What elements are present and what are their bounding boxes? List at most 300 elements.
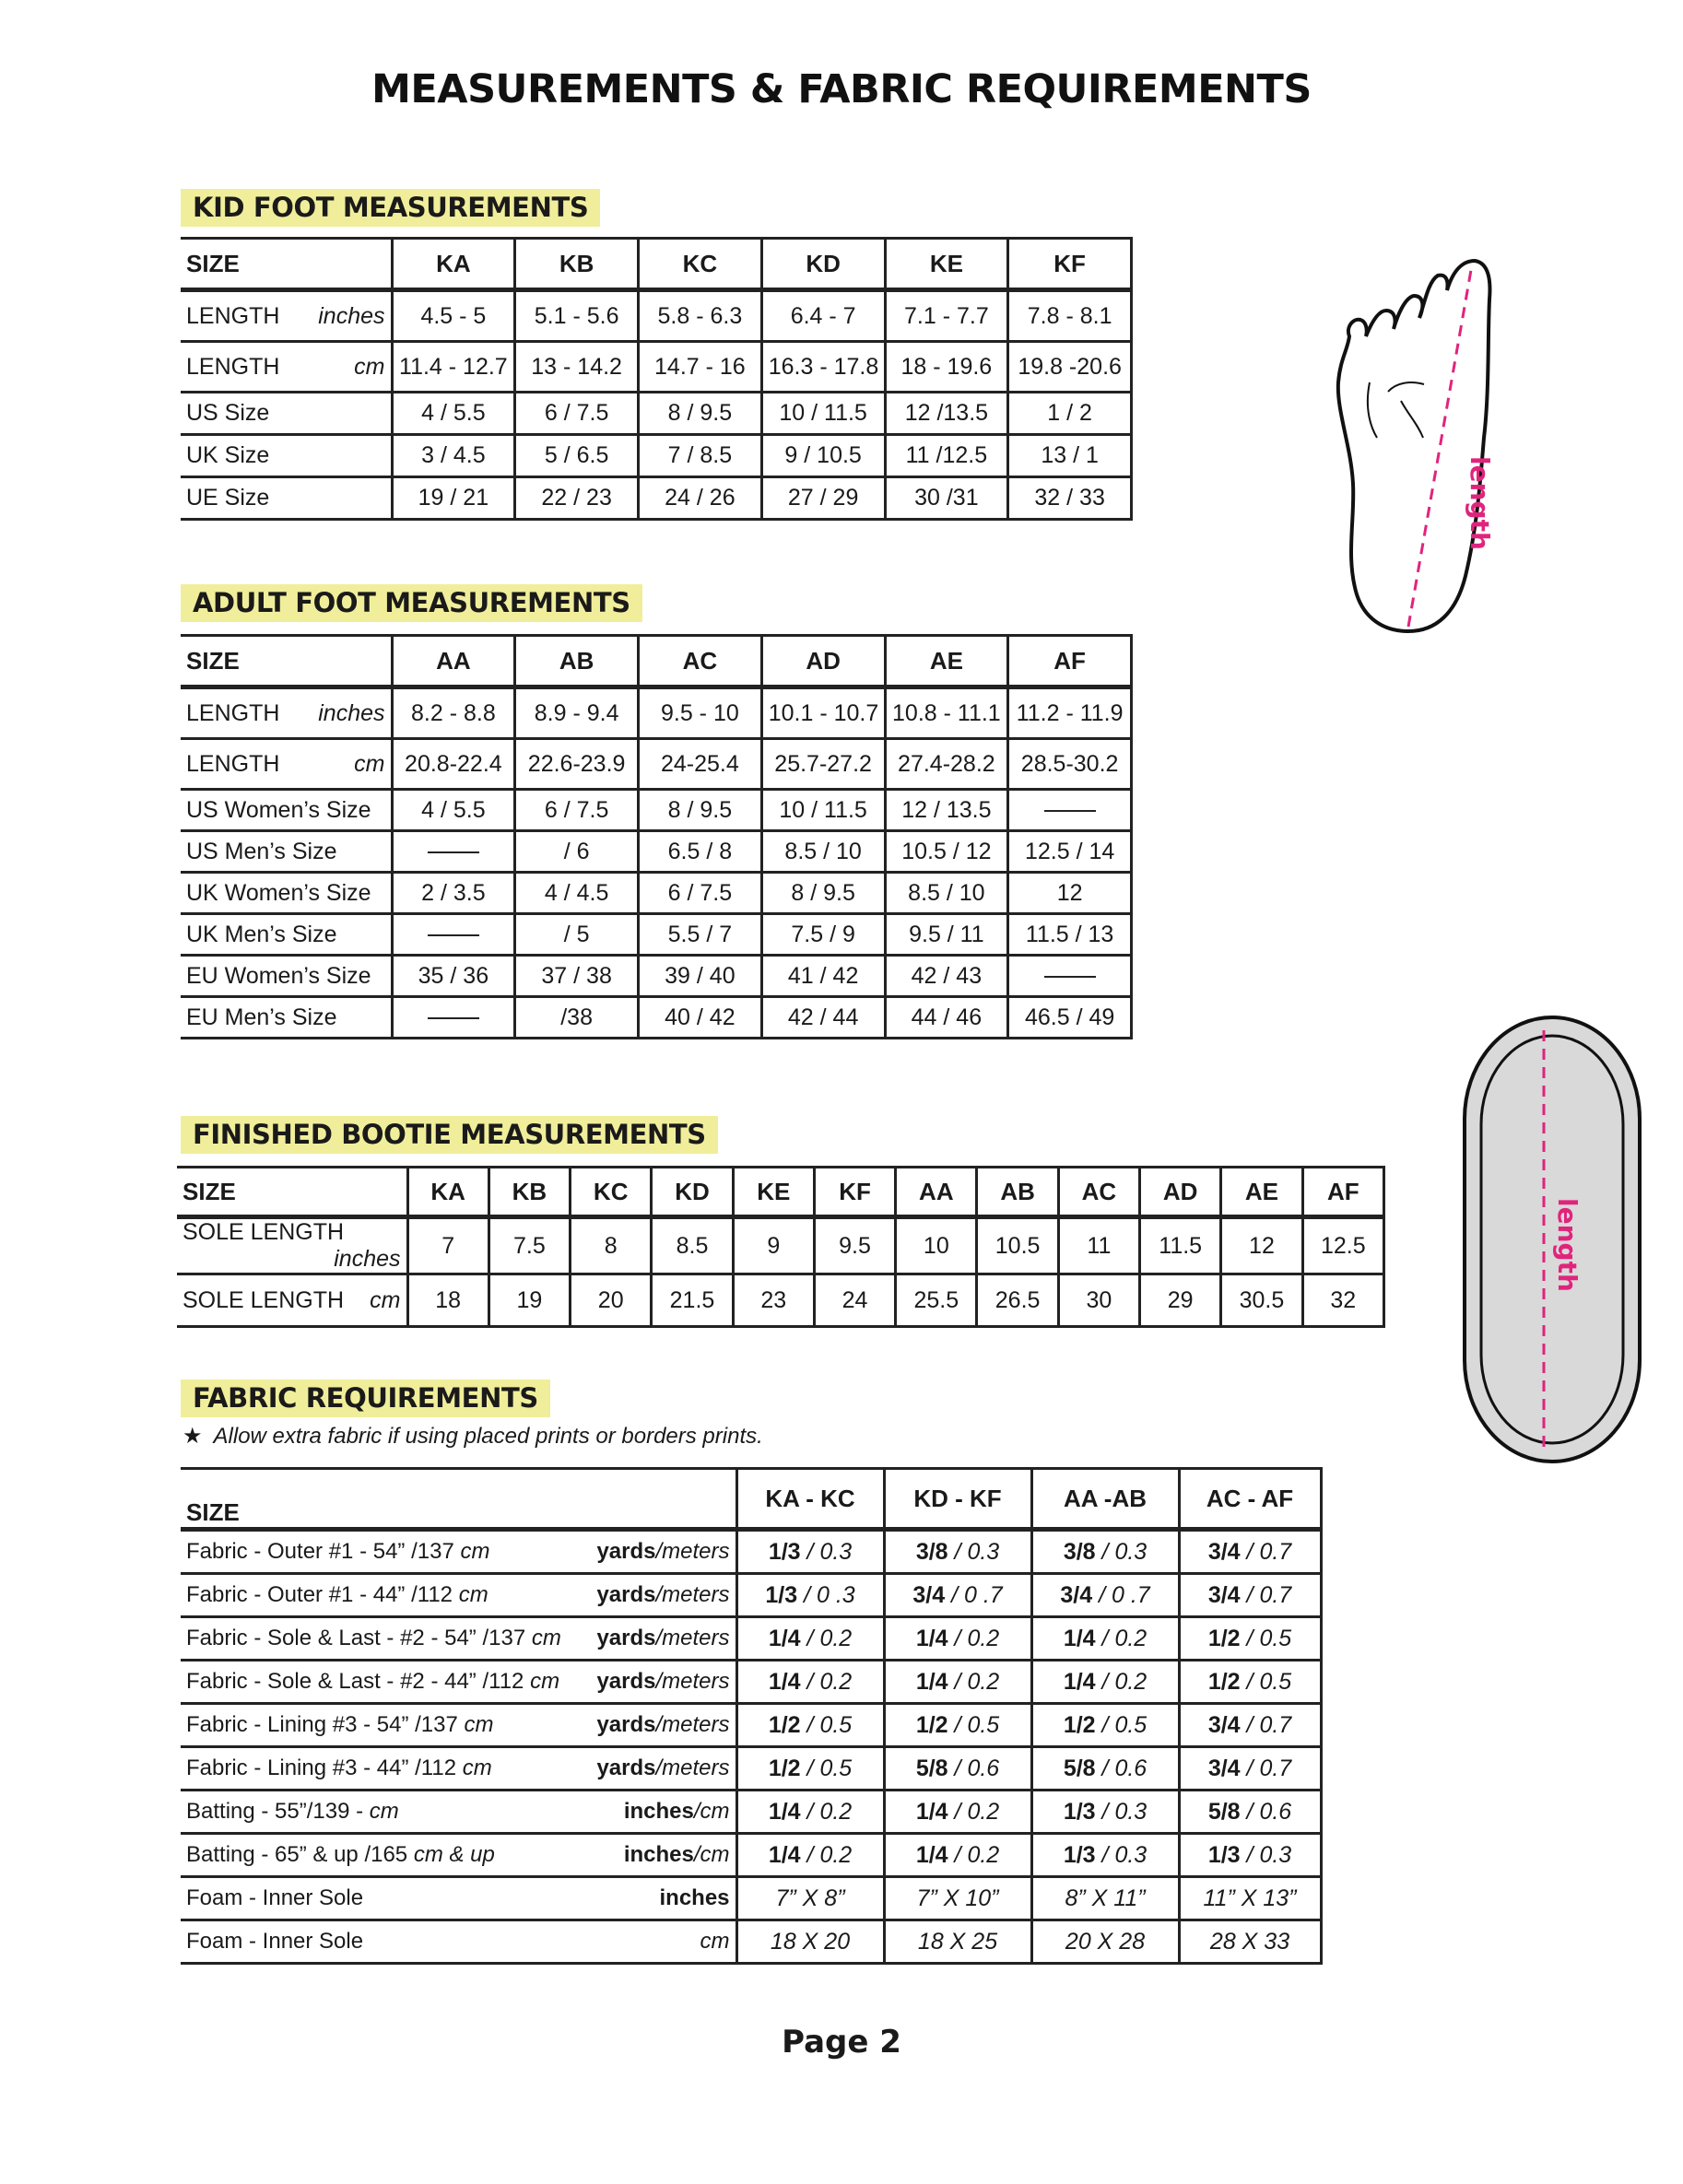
cell-metric: / 0.2 bbox=[954, 1841, 1000, 1868]
cell-fraction: 1/4 bbox=[915, 1668, 948, 1695]
cell-metric: / 0.2 bbox=[806, 1625, 853, 1651]
table-cell bbox=[977, 1274, 1058, 1327]
size-header bbox=[177, 1168, 407, 1217]
row-unit-cell bbox=[586, 1617, 736, 1661]
cell-metric: / 0 .3 bbox=[804, 1581, 855, 1608]
column-header bbox=[977, 1168, 1058, 1217]
dash-mark bbox=[428, 934, 479, 936]
column-header-text: KB bbox=[512, 1177, 547, 1205]
table-cell bbox=[515, 477, 639, 520]
cell-value: 8.5 / 10 bbox=[784, 838, 862, 864]
cell-value: 27 / 29 bbox=[787, 485, 859, 511]
cell-value: 4 / 4.5 bbox=[544, 879, 609, 906]
cell-value: 12 bbox=[1249, 1232, 1275, 1259]
size-header bbox=[181, 1469, 736, 1530]
table-cell bbox=[884, 1877, 1031, 1920]
fabric-note bbox=[182, 1423, 763, 1450]
table-cell bbox=[639, 790, 762, 831]
column-header-text: KE bbox=[757, 1177, 791, 1205]
cell-value: 7 bbox=[441, 1232, 455, 1259]
cell-value: 2 / 3.5 bbox=[421, 879, 486, 906]
row-label: UE Size bbox=[186, 485, 270, 511]
table-cell bbox=[1031, 1834, 1179, 1877]
table-cell bbox=[885, 739, 1008, 790]
column-header-text: KC bbox=[593, 1177, 629, 1205]
row-unit-italic: /meters bbox=[655, 1539, 730, 1564]
cell-value: 7.8 - 8.1 bbox=[1027, 302, 1112, 329]
header-row bbox=[181, 239, 1132, 290]
cell-value: 12.5 bbox=[1320, 1232, 1366, 1259]
table-cell bbox=[1031, 1877, 1179, 1920]
row-label-cell bbox=[181, 290, 392, 342]
cell-value: 21.5 bbox=[669, 1286, 715, 1313]
row-label: LENGTH bbox=[186, 750, 280, 777]
cell-fraction: 1/4 bbox=[768, 1625, 801, 1651]
cell-value: 11.4 - 12.7 bbox=[399, 353, 508, 380]
cell-value: 8 bbox=[604, 1232, 618, 1259]
table-row bbox=[181, 997, 1132, 1039]
table-cell bbox=[885, 914, 1008, 956]
cell-value: 3 / 4.5 bbox=[421, 442, 486, 468]
table-row bbox=[181, 393, 1132, 435]
table-cell bbox=[761, 873, 885, 914]
cell-value: 19.8 -20.6 bbox=[1018, 353, 1122, 380]
star-icon: ★ bbox=[182, 1424, 203, 1449]
cell-value: 24 / 26 bbox=[665, 485, 736, 511]
column-header bbox=[488, 1168, 570, 1217]
adult-measurements-table bbox=[181, 634, 1133, 1039]
cell-value: 30 bbox=[1086, 1286, 1112, 1313]
row-label-cell bbox=[181, 997, 392, 1039]
cell-metric: / 0.6 bbox=[1101, 1755, 1148, 1781]
cell-value: 5.1 - 5.6 bbox=[534, 302, 619, 329]
foot-length-label: length bbox=[1465, 456, 1495, 550]
cell-value: 8 / 9.5 bbox=[667, 400, 733, 426]
fabric-requirements-table bbox=[181, 1467, 1323, 1965]
row-label-cell bbox=[181, 1791, 586, 1834]
column-header bbox=[1008, 239, 1132, 290]
cell-value: / 5 bbox=[563, 921, 590, 947]
page-title: MEASUREMENTS & FABRIC REQUIREMENTS bbox=[371, 66, 1312, 112]
table-cell bbox=[639, 997, 762, 1039]
table-row bbox=[181, 687, 1132, 739]
cell-metric: 7” X 10” bbox=[916, 1885, 999, 1911]
fabric-note-text: Allow extra fabric if using placed prints or borders prints. bbox=[213, 1424, 763, 1449]
table-cell bbox=[736, 1617, 884, 1661]
row-label-cell bbox=[181, 1530, 586, 1574]
row-unit-cell bbox=[586, 1574, 736, 1617]
column-header bbox=[1179, 1469, 1321, 1530]
row-label: Fabric - Sole & Last - #2 - 44” /112 bbox=[186, 1669, 524, 1694]
cell-fraction: 1/2 bbox=[1207, 1625, 1241, 1651]
column-header bbox=[761, 636, 885, 687]
row-label-cell bbox=[181, 831, 392, 873]
table-cell bbox=[1031, 1661, 1179, 1704]
cell-metric: / 0.3 bbox=[806, 1538, 853, 1565]
cell-fraction: 1/4 bbox=[768, 1841, 801, 1868]
column-header bbox=[1302, 1168, 1383, 1217]
cell-fraction: 5/8 bbox=[915, 1755, 948, 1781]
cell-fraction: 1/2 bbox=[768, 1711, 801, 1738]
row-unit-italic: /meters bbox=[655, 1626, 730, 1650]
kid-measurements-table bbox=[181, 237, 1133, 521]
dash-mark bbox=[1044, 810, 1096, 812]
row-label-cell bbox=[181, 790, 392, 831]
cell-value: 1 / 2 bbox=[1047, 400, 1092, 426]
cell-metric: / 0.3 bbox=[954, 1538, 1000, 1565]
cell-value: 5.8 - 6.3 bbox=[657, 302, 743, 329]
row-label: UK Men’s Size bbox=[186, 921, 337, 947]
table-cell bbox=[1179, 1920, 1321, 1964]
cell-fraction: 3/4 bbox=[1207, 1711, 1241, 1738]
cell-value: 13 / 1 bbox=[1041, 442, 1099, 468]
row-label: LENGTH bbox=[186, 699, 280, 726]
row-unit-italic: /meters bbox=[655, 1755, 730, 1780]
cell-metric: / 0.5 bbox=[1101, 1711, 1148, 1738]
table-cell bbox=[652, 1217, 733, 1274]
table-cell bbox=[736, 1574, 884, 1617]
row-label-unit: cm bbox=[369, 1799, 399, 1824]
row-label-cell bbox=[181, 1920, 586, 1964]
table-cell bbox=[392, 997, 515, 1039]
table-cell bbox=[885, 290, 1008, 342]
row-label: EU Women’s Size bbox=[186, 962, 371, 989]
table-cell bbox=[885, 342, 1008, 393]
cell-value: 29 bbox=[1167, 1286, 1194, 1313]
column-header-text: KA - KC bbox=[765, 1484, 855, 1512]
row-label-cell bbox=[181, 687, 392, 739]
cell-value: 4 / 5.5 bbox=[421, 796, 486, 823]
row-label: US Men’s Size bbox=[186, 838, 337, 864]
table-row bbox=[181, 1791, 1321, 1834]
table-cell bbox=[515, 914, 639, 956]
cell-fraction: 1/2 bbox=[915, 1711, 948, 1738]
table-row bbox=[181, 435, 1132, 477]
table-cell bbox=[1008, 393, 1132, 435]
cell-value: 37 / 38 bbox=[541, 962, 612, 989]
row-label: SOLE LENGTH bbox=[182, 1219, 345, 1245]
fabric-heading: FABRIC REQUIREMENTS bbox=[181, 1380, 550, 1417]
cell-value: 9.5 - 10 bbox=[660, 699, 739, 726]
column-header bbox=[407, 1168, 488, 1217]
adult-heading: ADULT FOOT MEASUREMENTS bbox=[181, 584, 642, 622]
column-header bbox=[515, 636, 639, 687]
row-unit: cm bbox=[370, 1286, 401, 1313]
row-unit-bold: yards bbox=[596, 1669, 656, 1694]
row-label: Fabric - Lining #3 - 44” /112 bbox=[186, 1755, 457, 1780]
cell-value: 28.5-30.2 bbox=[1020, 750, 1119, 777]
table-cell bbox=[1031, 1574, 1179, 1617]
table-cell bbox=[884, 1834, 1031, 1877]
cell-metric: / 0.2 bbox=[1101, 1668, 1148, 1695]
row-unit-italic: /cm bbox=[693, 1799, 730, 1824]
cell-value: 10.5 / 12 bbox=[901, 838, 992, 864]
row-label-cell bbox=[181, 1574, 586, 1617]
cell-fraction: 1/4 bbox=[915, 1798, 948, 1825]
cell-value: 6.5 / 8 bbox=[667, 838, 733, 864]
cell-value: 12.5 / 14 bbox=[1024, 838, 1115, 864]
table-cell bbox=[761, 435, 885, 477]
cell-value: 32 bbox=[1330, 1286, 1357, 1313]
row-unit-bold: inches bbox=[623, 1799, 694, 1824]
table-cell bbox=[1008, 873, 1132, 914]
row-unit-bold: inches bbox=[659, 1885, 730, 1910]
column-header-text: AC - AF bbox=[1206, 1484, 1294, 1512]
row-label-cell bbox=[181, 873, 392, 914]
row-unit-bold: yards bbox=[596, 1626, 656, 1650]
cell-fraction: 1/4 bbox=[1063, 1625, 1096, 1651]
table-cell bbox=[1179, 1747, 1321, 1791]
table-cell bbox=[736, 1704, 884, 1747]
column-header bbox=[639, 239, 762, 290]
cell-value: 9 bbox=[767, 1232, 781, 1259]
cell-metric: 28 X 33 bbox=[1209, 1928, 1290, 1955]
cell-value: 5.5 / 7 bbox=[667, 921, 733, 947]
table-cell bbox=[1221, 1274, 1302, 1327]
cell-fraction: 1/3 bbox=[1207, 1841, 1241, 1868]
table-cell bbox=[885, 393, 1008, 435]
row-label: SOLE LENGTH bbox=[182, 1286, 345, 1313]
table-cell bbox=[761, 342, 885, 393]
page-number: Page 2 bbox=[782, 2024, 901, 2061]
column-header bbox=[639, 636, 762, 687]
cell-value: 12 /13.5 bbox=[904, 400, 989, 426]
cell-value: 4.5 - 5 bbox=[420, 302, 487, 329]
cell-value: 46.5 / 49 bbox=[1024, 1004, 1115, 1030]
table-cell bbox=[736, 1834, 884, 1877]
table-cell bbox=[639, 687, 762, 739]
cell-value: 10 / 11.5 bbox=[779, 796, 867, 823]
column-header bbox=[885, 636, 1008, 687]
cell-metric: 11” X 13” bbox=[1203, 1885, 1297, 1911]
table-cell bbox=[1008, 914, 1132, 956]
table-cell bbox=[515, 956, 639, 997]
table-cell bbox=[392, 477, 515, 520]
table-cell bbox=[884, 1617, 1031, 1661]
table-cell bbox=[1179, 1877, 1321, 1920]
column-header-text: KD bbox=[806, 249, 841, 277]
table-cell bbox=[761, 739, 885, 790]
sole-inner bbox=[1481, 1036, 1623, 1443]
cell-metric: / 0.6 bbox=[954, 1755, 1000, 1781]
cell-metric: / 0.2 bbox=[954, 1625, 1000, 1651]
row-label-cell bbox=[181, 342, 392, 393]
cell-value: 22.6-23.9 bbox=[527, 750, 626, 777]
table-cell bbox=[1008, 687, 1132, 739]
row-label-unit: cm bbox=[530, 1669, 560, 1694]
table-cell bbox=[1302, 1217, 1383, 1274]
table-cell bbox=[761, 477, 885, 520]
cell-value: 10.1 - 10.7 bbox=[768, 699, 879, 726]
table-cell bbox=[639, 739, 762, 790]
row-label: Fabric - Sole & Last - #2 - 54” /137 bbox=[186, 1626, 526, 1650]
table-cell bbox=[1008, 435, 1132, 477]
dash-mark bbox=[1044, 976, 1096, 978]
table-row bbox=[181, 1617, 1321, 1661]
column-header-text: AA bbox=[436, 646, 471, 675]
cell-value: 11.5 bbox=[1159, 1232, 1203, 1259]
cell-metric: / 0 .7 bbox=[1099, 1581, 1150, 1608]
table-row bbox=[181, 914, 1132, 956]
table-cell bbox=[1058, 1274, 1139, 1327]
cell-value: 6 / 7.5 bbox=[544, 796, 609, 823]
table-row bbox=[181, 739, 1132, 790]
cell-value: 7 / 8.5 bbox=[667, 442, 733, 468]
cell-metric: / 0.5 bbox=[954, 1711, 1000, 1738]
table-cell bbox=[515, 739, 639, 790]
row-label: LENGTH bbox=[186, 353, 280, 380]
table-cell bbox=[1008, 790, 1132, 831]
cell-value: 12 bbox=[1056, 879, 1083, 906]
cell-fraction: 3/8 bbox=[1063, 1538, 1096, 1565]
cell-value: 11.2 - 11.9 bbox=[1016, 699, 1124, 726]
column-header bbox=[652, 1168, 733, 1217]
cell-metric: 20 X 28 bbox=[1065, 1928, 1146, 1955]
table-row bbox=[181, 290, 1132, 342]
cell-value: 6.4 - 7 bbox=[790, 302, 856, 329]
row-label-cell bbox=[181, 393, 392, 435]
cell-value: 6 / 7.5 bbox=[667, 879, 733, 906]
table-cell bbox=[1302, 1274, 1383, 1327]
table-cell bbox=[736, 1791, 884, 1834]
column-header-text: KD bbox=[675, 1177, 710, 1205]
table-cell bbox=[652, 1274, 733, 1327]
bootie-heading: FINISHED BOOTIE MEASUREMENTS bbox=[181, 1116, 718, 1154]
cell-fraction: 3/4 bbox=[912, 1581, 946, 1608]
cell-fraction: 1/3 bbox=[768, 1538, 801, 1565]
row-label-cell bbox=[181, 956, 392, 997]
cell-value: 8.9 - 9.4 bbox=[534, 699, 619, 726]
row-label: Foam - Inner Sole bbox=[186, 1929, 364, 1954]
cell-value: 14.7 - 16 bbox=[654, 353, 746, 380]
table-row bbox=[181, 1834, 1321, 1877]
row-unit-cell bbox=[586, 1877, 736, 1920]
column-header bbox=[1008, 636, 1132, 687]
cell-value: 41 / 42 bbox=[787, 962, 859, 989]
bootie-measurements-table bbox=[177, 1166, 1385, 1328]
table-row bbox=[181, 1661, 1321, 1704]
header-row bbox=[181, 1469, 1321, 1530]
column-header bbox=[761, 239, 885, 290]
table-row bbox=[181, 873, 1132, 914]
table-cell bbox=[814, 1217, 895, 1274]
column-header-text: KF bbox=[1053, 249, 1086, 277]
table-cell bbox=[1179, 1574, 1321, 1617]
row-label: Foam - Inner Sole bbox=[186, 1885, 364, 1910]
table-cell bbox=[639, 477, 762, 520]
cell-metric: 18 X 25 bbox=[917, 1928, 998, 1955]
table-row bbox=[181, 1530, 1321, 1574]
size-label: SIZE bbox=[186, 1498, 240, 1526]
table-cell bbox=[407, 1274, 488, 1327]
row-label: UK Women’s Size bbox=[186, 879, 371, 906]
cell-metric: / 0.3 bbox=[1101, 1538, 1148, 1565]
column-header-text: KF bbox=[839, 1177, 871, 1205]
row-unit-cell bbox=[586, 1530, 736, 1574]
table-cell bbox=[761, 914, 885, 956]
cell-fraction: 1/3 bbox=[1063, 1841, 1096, 1868]
size-header bbox=[181, 239, 392, 290]
cell-value: 19 bbox=[516, 1286, 543, 1313]
row-unit-bold: yards bbox=[596, 1539, 656, 1564]
row-unit-bold: yards bbox=[596, 1712, 656, 1737]
table-cell bbox=[1008, 477, 1132, 520]
cell-value: 12 / 13.5 bbox=[901, 796, 992, 823]
column-header-text: AD bbox=[1162, 1177, 1198, 1205]
table-cell bbox=[884, 1704, 1031, 1747]
table-cell bbox=[885, 790, 1008, 831]
column-header bbox=[814, 1168, 895, 1217]
cell-value: 44 / 46 bbox=[911, 1004, 983, 1030]
cell-value: 7.1 - 7.7 bbox=[904, 302, 989, 329]
cell-fraction: 1/4 bbox=[768, 1798, 801, 1825]
cell-value: 20 bbox=[597, 1286, 624, 1313]
row-label-cell bbox=[181, 435, 392, 477]
column-header-text: AB bbox=[559, 646, 594, 675]
row-label-cell bbox=[181, 1877, 586, 1920]
dash-mark bbox=[428, 1017, 479, 1019]
cell-value: /38 bbox=[560, 1004, 593, 1030]
table-cell bbox=[392, 873, 515, 914]
table-cell bbox=[639, 290, 762, 342]
cell-value: 5 / 6.5 bbox=[544, 442, 609, 468]
row-label-unit: cm & up bbox=[413, 1842, 495, 1867]
table-cell bbox=[392, 831, 515, 873]
cell-value: / 6 bbox=[563, 838, 590, 864]
cell-value: 27.4-28.2 bbox=[898, 750, 995, 777]
table-cell bbox=[761, 687, 885, 739]
row-label-cell bbox=[181, 1834, 586, 1877]
column-header bbox=[515, 239, 639, 290]
table-cell bbox=[1031, 1747, 1179, 1791]
table-cell bbox=[884, 1661, 1031, 1704]
column-header-text: KD - KF bbox=[913, 1484, 1002, 1512]
table-row bbox=[181, 1574, 1321, 1617]
table-cell bbox=[1179, 1791, 1321, 1834]
cell-fraction: 1/4 bbox=[1063, 1668, 1096, 1695]
table-cell bbox=[1221, 1217, 1302, 1274]
table-cell bbox=[761, 997, 885, 1039]
table-cell bbox=[884, 1747, 1031, 1791]
row-unit: cm bbox=[354, 750, 385, 777]
cell-metric: / 0.3 bbox=[1101, 1798, 1148, 1825]
cell-value: 25.7-27.2 bbox=[774, 750, 872, 777]
table-cell bbox=[392, 393, 515, 435]
cell-metric: / 0.2 bbox=[806, 1668, 853, 1695]
table-cell bbox=[885, 997, 1008, 1039]
table-cell bbox=[407, 1217, 488, 1274]
row-unit: inches bbox=[318, 302, 385, 329]
cell-value: 30.5 bbox=[1239, 1286, 1285, 1313]
table-cell bbox=[515, 290, 639, 342]
row-label-unit: cm bbox=[460, 1539, 490, 1564]
cell-fraction: 1/3 bbox=[765, 1581, 798, 1608]
table-cell bbox=[1031, 1617, 1179, 1661]
row-unit-italic: cm bbox=[700, 1929, 730, 1954]
table-cell bbox=[761, 956, 885, 997]
table-cell bbox=[1140, 1274, 1221, 1327]
column-header-text: AD bbox=[806, 646, 841, 675]
cell-value: 19 / 21 bbox=[418, 485, 489, 511]
table-cell bbox=[1179, 1661, 1321, 1704]
cell-value: 32 / 33 bbox=[1034, 485, 1105, 511]
table-row bbox=[181, 1704, 1321, 1747]
cell-value: 40 / 42 bbox=[665, 1004, 736, 1030]
column-header bbox=[1221, 1168, 1302, 1217]
row-label: EU Men’s Size bbox=[186, 1004, 337, 1030]
column-header-text: AE bbox=[1244, 1177, 1279, 1205]
table-cell bbox=[515, 997, 639, 1039]
